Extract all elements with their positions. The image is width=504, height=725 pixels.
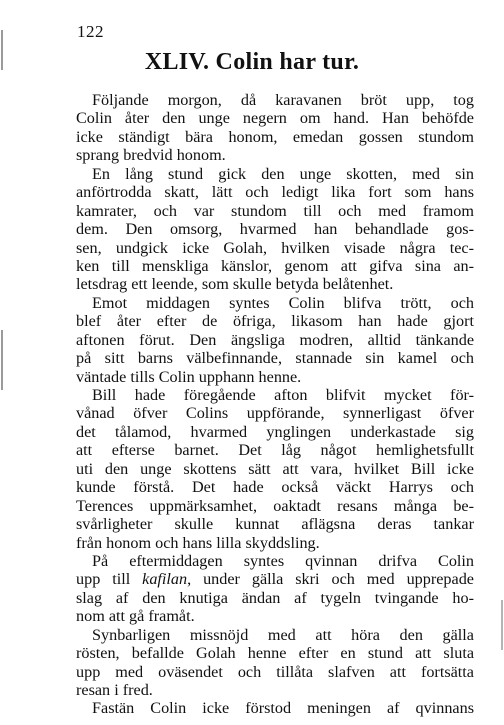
text-line: letsdrag ett leende, som skulle betyda belåtenhet. xyxy=(76,275,394,294)
text-line: Emot middagen syntes Colin blifva trött, och xyxy=(92,293,474,312)
text-line: svårligheter skulle kunnat aflägsna deras tankar xyxy=(76,515,474,534)
chapter-title: XLIV. Colin har tur. xyxy=(144,49,360,75)
text-line: det tålamod, hvarmed ynglingen underkastade sig xyxy=(76,422,474,441)
text-line: sprang bredvid honom. xyxy=(76,146,226,165)
text-line: En lång stund gick den unge skotten, med sin xyxy=(92,164,474,183)
italic-word: kafilan xyxy=(142,570,188,589)
text-line: Synbarligen missnöjd med att höra den gälla xyxy=(92,625,474,644)
text-line: kunde förstå. Det hade också väckt Harrys och xyxy=(76,478,474,497)
text-line: uti den unge skottens sätt att vara, hvilket Bill icke xyxy=(76,459,474,478)
text-line: resan i fred. xyxy=(76,681,153,699)
text-line: kamrater, och var stundom till och med framom xyxy=(76,201,474,220)
text-line: Fastän Colin icke förstod meningen af qvinnans xyxy=(92,699,474,718)
page-edge-shadow xyxy=(501,600,503,650)
text-line: vånad öfver Colins uppförande, synnerligast öfver xyxy=(76,404,474,423)
text-line: dem. Den omsorg, hvarmed han behandlade gos- xyxy=(76,220,474,239)
page-edge-shadow xyxy=(1,330,3,390)
text-line: Följande morgon, då karavanen bröt upp, tog xyxy=(92,91,474,109)
text-line: väntade tills Colin upphann henne. xyxy=(76,367,302,386)
page-number: 122 xyxy=(77,22,104,41)
text-line: anförtrodda skatt, lätt och ledigt lika fort som hans xyxy=(76,183,474,202)
text-line: ken till menskliga känslor, genom att gifva sina an- xyxy=(76,256,474,275)
text-line: på sitt barns välbefinnande, stannade sin kamel och xyxy=(76,349,474,368)
text-line: Colin åter den unge negern om hand. Han behöfde xyxy=(76,109,474,128)
body-text xyxy=(76,91,474,718)
text-line: slag af den knutiga ändan af tygeln tvingande ho- xyxy=(76,588,474,607)
text-line: icke ständigt bära honom, emedan gossen stundom xyxy=(76,127,474,146)
text-line: Terences uppmärksamhet, oaktadt resans många be- xyxy=(76,496,474,515)
text-line: att efterse barnet. Det låg något hemlighetsfullt xyxy=(76,441,474,460)
text-line: aftonen förut. Den ängsliga modren, alltid tänkande xyxy=(76,330,474,349)
text-line: På eftermiddagen syntes qvinnan drifva Colin xyxy=(92,551,474,570)
text-line: sen, undgick icke Golah, hvilken visade några tec- xyxy=(76,238,474,257)
text-line: från honom och hans lilla skyddsling. xyxy=(76,533,320,552)
text-line: blef åter efter de öfriga, likasom han hade gjort xyxy=(76,312,474,331)
text-line: rösten, befallde Golah henne efter en stund att sluta xyxy=(76,644,474,663)
text-line: Bill hade föregående afton blifvit mycket för- xyxy=(92,386,474,404)
text-line: nom att gå framåt. xyxy=(76,607,195,626)
text-line: upp till kafilan, under gälla skri och med upprepade xyxy=(76,570,474,589)
text-line: upp med oväsendet och tillåta slafven att fortsätta xyxy=(76,662,474,681)
